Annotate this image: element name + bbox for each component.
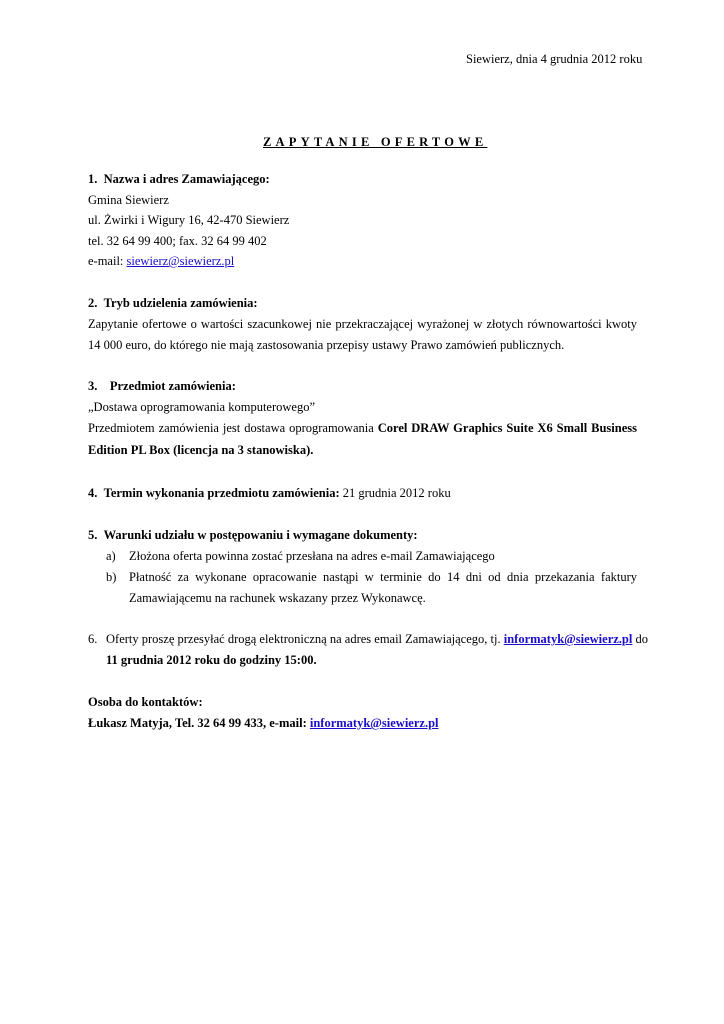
condition-a: Złożona oferta powinna zostać przesłana na adres e-mail Zamawiającego [129, 549, 495, 563]
contractor-address: ul. Żwirki i Wigury 16, 42-470 Siewierz [88, 213, 290, 227]
section-3-heading: 3. Przedmiot zamówienia: [88, 379, 236, 393]
offer-email-link[interactable]: informatyk@siewierz.pl [503, 632, 633, 646]
section-5-heading: 5. Warunki udziału w postępowaniu i wymagane dokumenty: [88, 528, 418, 542]
list-marker-b: b) [106, 570, 117, 584]
section-2-heading: 2. Tryb udzielenia zamówienia: [88, 296, 258, 310]
offer-instructions: Oferty proszę przesyłać drogą elektroniczną na adres email Zamawiającego, tj. [106, 632, 504, 646]
document-title: ZAPYTANIE OFERTOWE [263, 135, 488, 149]
section-4-heading: 4. Termin wykonania przedmiotu zamówienia: [88, 486, 340, 500]
contact-details: Łukasz Matyja, Tel. 32 64 99 433, e-mail: [88, 716, 310, 730]
section-1-heading: 1. Nazwa i adres Zamawiającego: [88, 172, 270, 186]
contact-heading: Osoba do kontaktów: [88, 695, 203, 709]
list-marker-a: a) [106, 549, 116, 563]
section-2-line-1: Zapytanie ofertowe o wartości szacunkowej nie przekraczającej wyrażonej w złotych równowartości kwoty [88, 317, 637, 331]
completion-date: 21 grudnia 2012 roku [339, 486, 451, 500]
offer-deadline: 11 grudnia 2012 roku do godziny 15:00. [106, 653, 317, 667]
contact-line [88, 716, 439, 731]
condition-b-line-2: Zamawiającemu na rachunek wskazany przez Wykonawcę. [129, 591, 426, 605]
order-subject-text: Przedmiotem zamówienia jest dostawa oprogramowania [88, 421, 378, 435]
offer-instructions-tail: do [632, 632, 648, 646]
contractor-email-link[interactable]: siewierz@siewierz.pl [126, 254, 235, 268]
contractor-name: Gmina Siewierz [88, 193, 169, 207]
order-subject-line-2: Edition PL Box (licencja na 3 stanowiska). [88, 443, 314, 457]
contractor-phone: tel. 32 64 99 400; fax. 32 64 99 402 [88, 234, 267, 248]
contractor-email-line [88, 254, 234, 269]
contact-email-link[interactable]: informatyk@siewierz.pl [309, 716, 439, 730]
date-line: Siewierz, dnia 4 grudnia 2012 roku [466, 52, 643, 66]
order-name-quote: „Dostawa oprogramowania komputerowego” [88, 400, 316, 414]
order-subject-line-1 [88, 421, 637, 436]
condition-b-line-1: Płatność za wykonane opracowanie nastąpi w terminie do 14 dni od dnia przekazania faktury [129, 570, 637, 584]
section-6-marker: 6. [88, 632, 98, 646]
email-label: e-mail: [88, 254, 127, 268]
section-6-line-1 [106, 632, 648, 647]
order-product-name: Corel DRAW Graphics Suite X6 Small Business [377, 421, 637, 435]
section-4-line [88, 486, 451, 501]
section-2-line-2: 14 000 euro, do którego nie mają zastosowania przepisy ustawy Prawo zamówień publicznych. [88, 338, 565, 352]
